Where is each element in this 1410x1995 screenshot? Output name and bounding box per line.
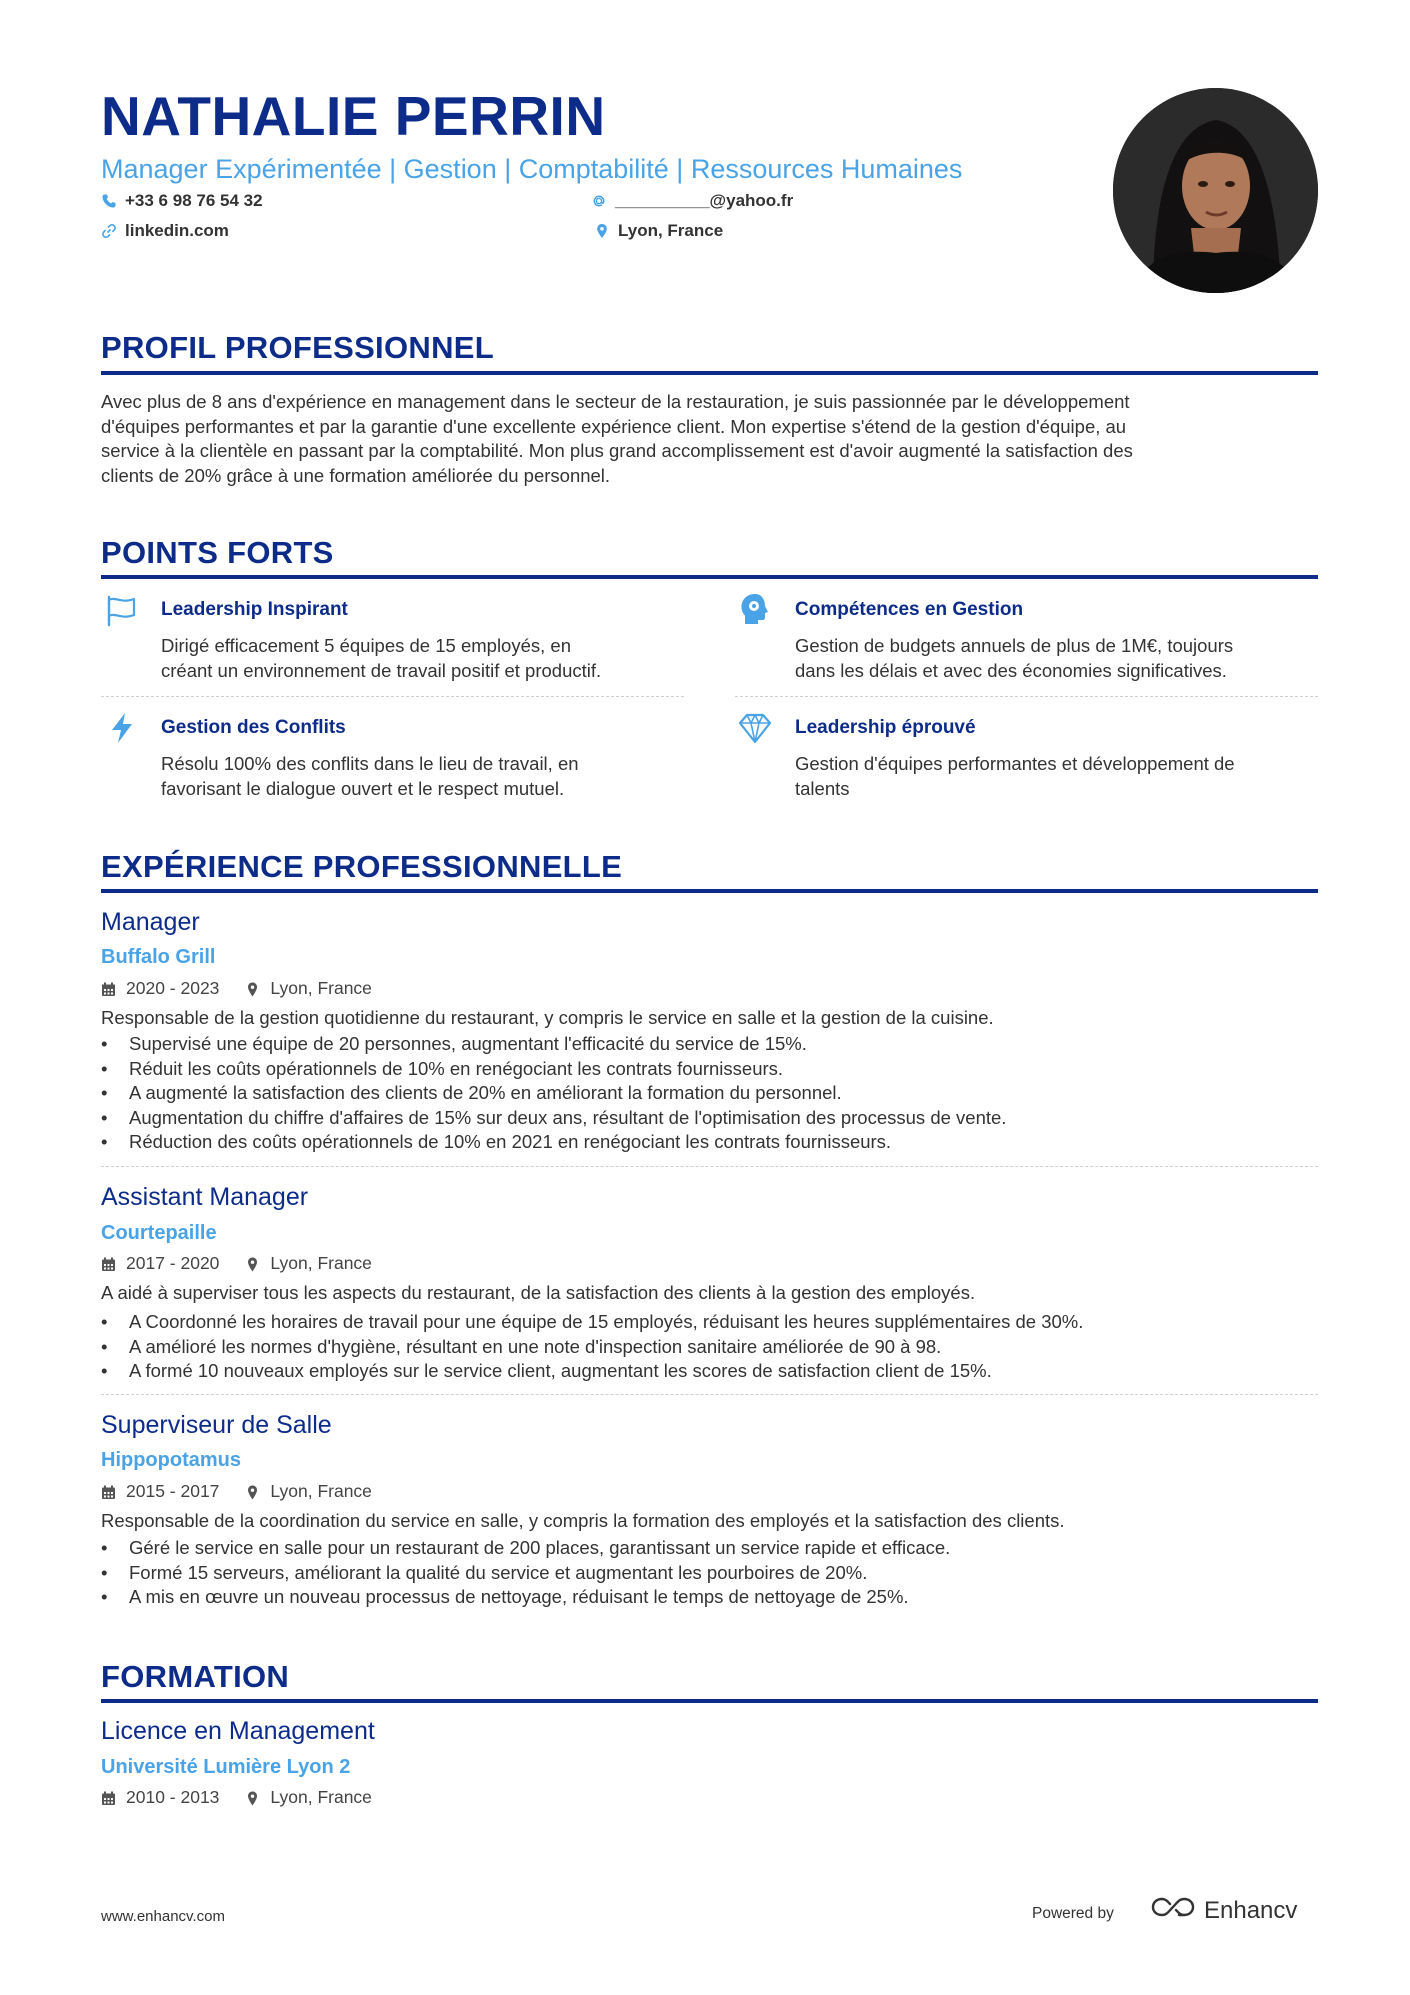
enhancv-logo[interactable] [1150,1895,1297,1926]
strength-line: créant un environnement de travail positif et productif. [161,659,602,681]
item-separator [101,696,684,697]
strength-description [795,752,1315,801]
list-item: • A formé 10 nouveaux employés sur le service client, augmentant les scores de satisfaction client de 15%. [101,1359,1318,1384]
candidate-name: NATHALIE PERRIN [101,85,606,147]
list-item: • A mis en œuvre un nouveau processus de nettoyage, réduisant le temps de nettoyage de 25%. [101,1585,1318,1610]
phone-text: +33 6 98 76 54 32 [125,191,263,210]
education-dates: 2010 - 2013 [126,1787,220,1807]
item-separator [101,1394,1318,1395]
head-brain-icon [738,592,772,626]
strength-line: talents [795,777,850,799]
strength-line: favorisant le dialogue ouvert et le respect mutuel. [161,777,565,799]
location-pin-icon [245,1256,260,1271]
job-location: Lyon, France [270,978,372,998]
section-title-experience: EXPÉRIENCE PROFESSIONNELLE [101,849,623,884]
phone-icon [101,193,117,209]
list-item: • A Coordonné les horaires de travail pour une équipe de 15 employés, réduisant les heures supplémentaires de 30%. [101,1310,1318,1335]
job-location: Lyon, France [270,1253,372,1273]
section-divider [101,371,1318,375]
education-meta [101,1787,372,1808]
job-bullets [101,1310,1318,1384]
job-dates: 2020 - 2023 [126,978,220,998]
profile-line: Avec plus de 8 ans d'expérience en management dans le secteur de la restauration, je suis passionnée par le développement [101,391,1130,412]
calendar-icon [101,981,116,996]
location-text: Lyon, France [618,221,724,240]
email-text: __________@yahoo.fr [615,191,794,210]
strength-line: Gestion de budgets annuels de plus de 1M€, toujours [795,635,1234,656]
flag-icon [104,594,138,628]
job-bullets [101,1536,1318,1610]
company-name: Buffalo Grill [101,946,216,968]
candidate-headline: Manager Expérimentée | Gestion | Comptabilité | Ressources Humaines [101,154,963,184]
item-separator [101,1166,1318,1167]
list-item: • Réduit les coûts opérationnels de 10% en renégociant les contrats fournisseurs. [101,1057,1318,1082]
job-dates: 2017 - 2020 [126,1253,220,1273]
lightning-icon [106,711,140,745]
location-pin-icon [245,1484,260,1499]
contact-location [594,221,723,241]
item-separator [735,696,1318,697]
strength-line: dans les délais et avec des économies significatives. [795,659,1227,681]
contact-phone [101,191,263,211]
strength-title: Gestion des Conflits [161,717,346,738]
linkedin-text: linkedin.com [125,221,229,240]
diamond-icon [738,711,772,745]
profile-summary [101,390,1318,488]
enhancv-wordmark: Enhancv [1204,1896,1298,1924]
location-pin-icon [245,1790,260,1805]
company-name: Hippopotamus [101,1449,241,1471]
section-title-strengths: POINTS FORTS [101,535,334,570]
job-description: Responsable de la gestion quotidienne du restaurant, y compris le service en salle et la gestion de la cuisine. [101,1007,994,1028]
job-title: Assistant Manager [101,1183,309,1211]
profile-line: d'équipes performantes et par la garantie d'une excellente expérience client. Mon expertise s'étend de la gestion d'équipe, au [101,415,1127,437]
enhancv-logo-icon [1150,1895,1196,1926]
section-title-profile: PROFIL PROFESSIONNEL [101,330,494,365]
strength-line: Gestion d'équipes performantes et développement de [795,753,1235,774]
strength-description [795,634,1315,683]
link-icon [101,223,117,239]
job-title: Manager [101,908,200,936]
school-name: Université Lumière Lyon 2 [101,1756,351,1778]
education-location: Lyon, France [270,1787,372,1807]
job-meta [101,978,372,999]
calendar-icon [101,1256,116,1271]
list-item: • Supervisé une équipe de 20 personnes, augmentant l'efficacité du service de 15%. [101,1032,1318,1057]
strength-title: Compétences en Gestion [795,599,1024,620]
profile-photo [1113,88,1318,293]
location-pin-icon [245,981,260,996]
job-description: Responsable de la coordination du service en salle, y compris la formation des employés et la satisfaction des clients. [101,1510,1065,1531]
strength-description [161,634,681,683]
powered-by-label: Powered by [1032,1905,1114,1922]
job-meta [101,1253,372,1274]
calendar-icon [101,1790,116,1805]
list-item: • Formé 15 serveurs, améliorant la qualité du service et augmentant les pourboires de 20%. [101,1561,1318,1586]
section-divider [101,575,1318,579]
list-item: • A amélioré les normes d'hygiène, résultant en une note d'inspection sanitaire améliorée de 90 à 98. [101,1335,1318,1360]
job-description: A aidé à superviser tous les aspects du restaurant, de la satisfaction des clients à la gestion des employés. [101,1282,976,1303]
job-location: Lyon, France [270,1481,372,1501]
profile-line: clients de 20% grâce à une formation améliorée du personnel. [101,464,611,486]
contact-linkedin[interactable] [101,221,229,241]
company-name: Courtepaille [101,1222,217,1244]
strength-line: Résolu 100% des conflits dans le lieu de travail, en [161,753,579,774]
list-item: • Réduction des coûts opérationnels de 10% en 2021 en renégociant les contrats fournisseurs. [101,1130,1318,1155]
job-bullets [101,1032,1318,1155]
at-icon [591,193,607,209]
job-meta [101,1481,372,1502]
strength-line: Dirigé efficacement 5 équipes de 15 employés, en [161,635,571,656]
job-title: Superviseur de Salle [101,1411,332,1439]
section-divider [101,1699,1318,1703]
section-divider [101,889,1318,893]
strength-title: Leadership Inspirant [161,599,348,620]
job-dates: 2015 - 2017 [126,1481,220,1501]
location-pin-icon [594,223,610,239]
section-title-education: FORMATION [101,1659,290,1694]
contact-email[interactable] [591,191,793,211]
calendar-icon [101,1484,116,1499]
footer-website-link[interactable]: www.enhancv.com [101,1908,225,1925]
strength-description [161,752,681,801]
list-item: • Augmentation du chiffre d'affaires de 15% sur deux ans, résultant de l'optimisation des processus de vente. [101,1106,1318,1131]
strength-title: Leadership éprouvé [795,717,976,738]
degree-title: Licence en Management [101,1717,375,1745]
profile-line: service à la clientèle en passant par la comptabilité. Mon plus grand accomplissement est d'avoir augmenté la satisfaction des [101,440,1133,461]
list-item: • Géré le service en salle pour un restaurant de 200 places, garantissant un service rapide et efficace. [101,1536,1318,1561]
list-item: • A augmenté la satisfaction des clients de 20% en améliorant la formation du personnel. [101,1081,1318,1106]
